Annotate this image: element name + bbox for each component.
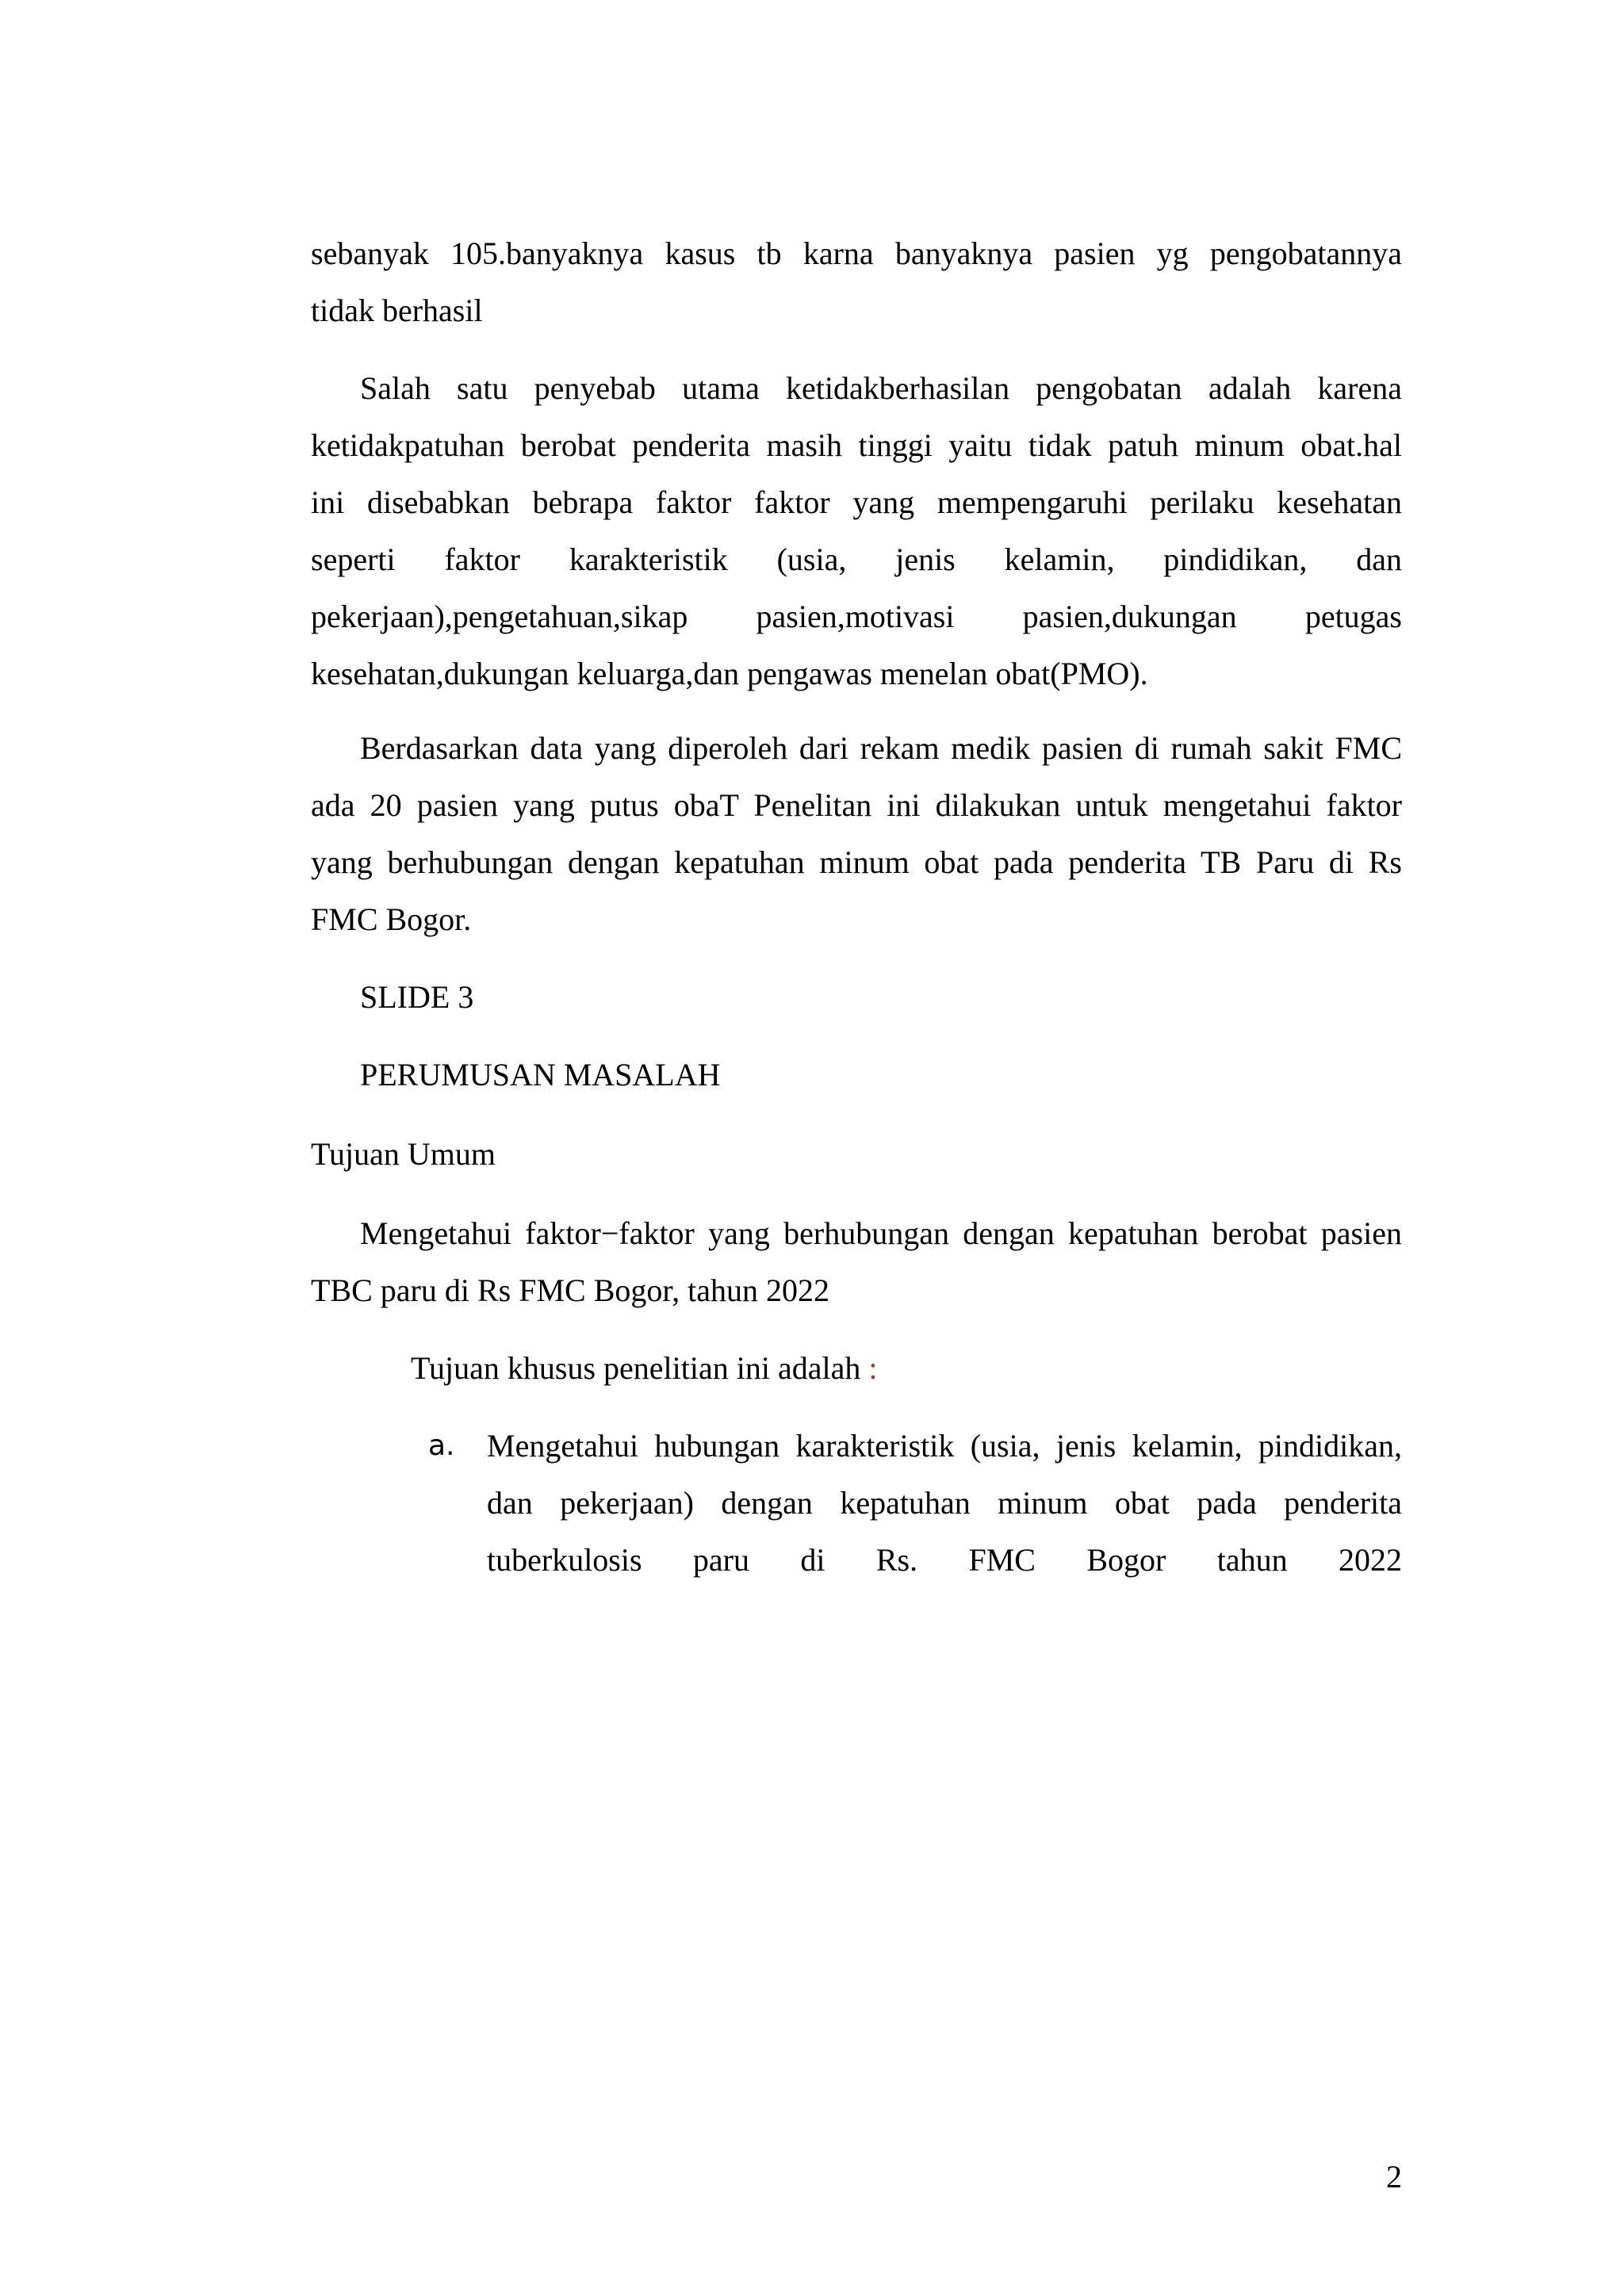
text-line: dan pekerjaan) dengan kepatuhan minum obat pada penderita [487,1485,1402,1521]
text-line: Berdasarkan data yang diperoleh dari rekam medik pasien di rumah sakit FMC [360,730,1402,766]
text-line: FMC Bogor. [311,901,472,937]
text-line: ini disebabkan bebrapa faktor faktor yang mempengaruhi perilaku kesehatan [311,484,1402,520]
text-line: ada 20 pasien yang putus obaT Penelitan ini dilakukan untuk mengetahui faktor [311,787,1402,823]
text-line: Salah satu penyebab utama ketidakberhasilan pengobatan adalah karena [360,370,1402,406]
list-marker-a: a. [428,1429,455,1462]
text-line: kesehatan,dukungan keluarga,dan pengawas menelan obat(PMO). [311,656,1148,691]
paragraph-noncompliance-cause [311,360,1402,702]
text-line: Mengetahui hubungan karakteristik (usia, jenis kelamin, pindidikan, [487,1428,1402,1464]
text-line: tuberkulosis paru di Rs. FMC Bogor tahun 2022 [487,1542,1402,1578]
specific-objective-colon: : [868,1350,878,1386]
slide-label [360,969,1402,1026]
subheading-text: Tujuan Umum [311,1136,496,1172]
section-heading [360,1047,1402,1104]
text-line: sebanyak 105.banyaknya kasus tb karna banyaknya pasien yg pengobatannya [311,235,1402,271]
paragraph-medical-record-data [311,720,1402,948]
specific-objective-intro [411,1340,1402,1397]
text-line: TBC paru di Rs FMC Bogor, tahun 2022 [311,1272,829,1308]
paragraph-case-count [311,225,1402,339]
list-item-a [487,1418,1402,1589]
text-line: pekerjaan),pengetahuan,sikap pasien,motivasi pasien,dukungan petugas [311,599,1402,634]
specific-objective-intro-text: Tujuan khusus penelitian ini adalah [411,1350,869,1386]
text-line: yang berhubungan dengan kepatuhan minum obat pada penderita TB Paru di Rs [311,844,1402,880]
text-line: Mengetahui faktor−faktor yang berhubungan dengan kepatuhan berobat pasien [360,1215,1402,1251]
text-line: seperti faktor karakteristik (usia, jenis kelamin, pindidikan, dan [311,541,1402,577]
page-number: 2 [1386,2159,1402,2195]
text-line: ketidakpatuhan berobat penderita masih tinggi yaitu tidak patuh minum obat.hal [311,427,1402,463]
paragraph-general-objective [311,1205,1402,1319]
text-line: tidak berhasil [311,293,483,328]
specific-objective-intro-line [411,1340,1402,1397]
slide-label-text: SLIDE 3 [360,979,474,1015]
subheading-general-objective [311,1126,1402,1183]
section-heading-text: PERUMUSAN MASALAH [360,1057,721,1093]
